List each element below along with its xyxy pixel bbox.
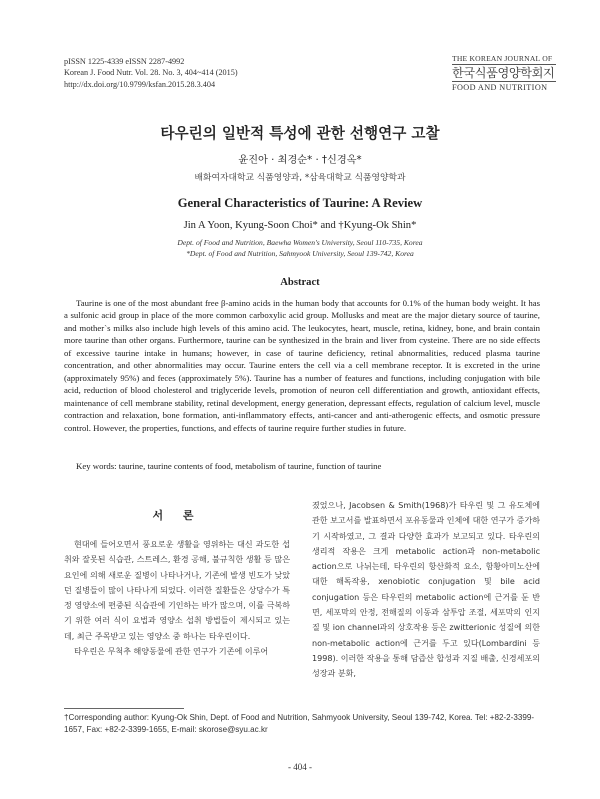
journal-logo-line3: FOOD AND NUTRITION [452, 81, 556, 92]
issn-line: pISSN 1225-4339 eISSN 2287-4992 [64, 57, 185, 66]
korean-title: 타우린의 일반적 특성에 관한 선행연구 고찰 [160, 125, 440, 142]
keywords: Key words: taurine, taurine contents of food, metabolism of taurine, function of taurine [76, 461, 382, 471]
abstract-body: Taurine is one of the most abundant free β-amino acids in the human body that accounts for 0.1% of the human body weight. It has a sulfonic acid group in place of the more common carboxylic acid group. Mollusks and meat are the major dietary source of taurine, and mother`s milks also include high levels of this amino acid. The leukocytes, heart, muscle, retina, kidney, bone, and brain contain more taurine than other organs. Furthermore, taurine can be synthesized in the brain and liver from cysteine. There are no side effects of excessive taurine intake in humans; however, in case of taurine deficiency, retinal abnormalities, reduced plasma taurine concentration, and other abnormalities may occur. Taurine enters the cell via a cell membrane receptor. It is excreted in the urine (approximately 95%) and feces (approximately 5%). Taurine has a number of features and functions, including conjugation with bile acid, reduction of blood cholesterol and triglyceride levels, promotion of neuron cell differentiation and growth, antioxidant effects, maintenance of cell membrane stability, retinal development, energy generation, depressant effects, regulation of calcium level, muscle contraction and relaxation, bone formation, anti-inflammatory effects, anti-cancer and anti-atherogenic effects, and osmotic pressure control. However, the properties, functions, and effects of taurine require further studies in future. [64, 298, 540, 433]
affiliation-line: Dept. of Food and Nutrition, Baewha Women's University, Seoul 110-735, Korea [177, 238, 423, 247]
left-column [64, 537, 290, 659]
abstract-heading: Abstract [280, 277, 320, 288]
journal-logo-line1: THE KOREAN JOURNAL OF [452, 54, 556, 65]
citation-header [64, 56, 238, 90]
footnote-divider [64, 708, 184, 709]
english-title: General Characteristics of Taurine: A Review [177, 196, 423, 210]
citation-line: Korean J. Food Nutr. Vol. 28. No. 3, 404~414 (2015) [64, 68, 238, 78]
korean-authors: 윤진아 · 최경순* · †신경옥* [238, 155, 362, 166]
journal-logo-line2: 한국식품영양학회지 [452, 66, 555, 80]
body-paragraph: 타우린은 무척추 해양동물에 관한 연구가 기존에 이루어 [74, 647, 269, 657]
corresponding-author-footnote: †Corresponding author: Kyung-Ok Shin, Dept. of Food and Nutrition, Sahmyook University, Seoul 139-742, Korea. Tel: +82-2-3399-1657, Fax: +82-2-3399-1655, E-mail: skorose@syu.ac.kr [64, 713, 535, 735]
section-title: 서 론 [152, 509, 202, 522]
body-paragraph: 현대에 들어오면서 풍요로운 생활을 영위하는 대신 과도한 섭취와 잘못된 식습관, 스트레스, 환경 공해, 불규칙한 생활 등 많은 요인에 의해 새로운 질병이 나타나거나, 기존에 발생 빈도가 낮았던 질병들이 많이 나타나게 되었다. 이러한 질환들은 상당수가 특정 영양소에 편중된 식습관에 기인하는 바가 많으며, 이를 극복하기 위한 여러 식이 요법과 영양소 섭취 방법들이 제시되고 있는데, 최근 주목받고 있는 영양소 중 하나는 타우린이다. [64, 540, 290, 641]
journal-logo [452, 54, 556, 92]
english-authors: Jin A Yoon, Kyung-Soon Choi* and †Kyung-Ok Shin* [183, 220, 417, 231]
body-paragraph: 졌었으나, Jacobsen & Smith(1968)가 타우린 및 그 유도체에 관한 보고서를 발표하면서 포유동물과 인체에 대한 연구가 증가하기 시작하였고, 그 결과 다양한 효과가 보고되고 있다. 타우린의 생리적 작용은 크게 metabolic action과 non-metabolic action으로 나뉘는데, 타우린의 항산화적 요소, 함황아미노산에 대한 해독작용, xenobiotic conjugation 및 bile acid conjugation 등은 타우린의 metabolic action에 근거를 둔 반면, 세포막의 안정, 전해질의 이동과 삼투압 조절, 세포막의 인지질 및 ion channel과의 상호작용 등은 zwitterionic 성질에 의한 non-metabolic action에 근거를 두고 있다(Lombardini 등 1998). 이러한 작용을 통해 담즙산 합성과 지질 배출, 신경세포의 성장과 분화, [312, 501, 540, 679]
right-column [312, 498, 540, 682]
affiliation-line: *Dept. of Food and Nutrition, Sahmyook University, Seoul 139-742, Korea [186, 249, 414, 259]
page-number: - 404 - [288, 762, 312, 772]
english-affiliations [0, 237, 600, 259]
doi-link[interactable]: http://dx.doi.org/10.9799/ksfan.2015.28.3.404 [64, 79, 216, 89]
korean-affiliations: 배화여자대학교 식품영양과, *삼육대학교 식품영양학과 [194, 173, 406, 183]
